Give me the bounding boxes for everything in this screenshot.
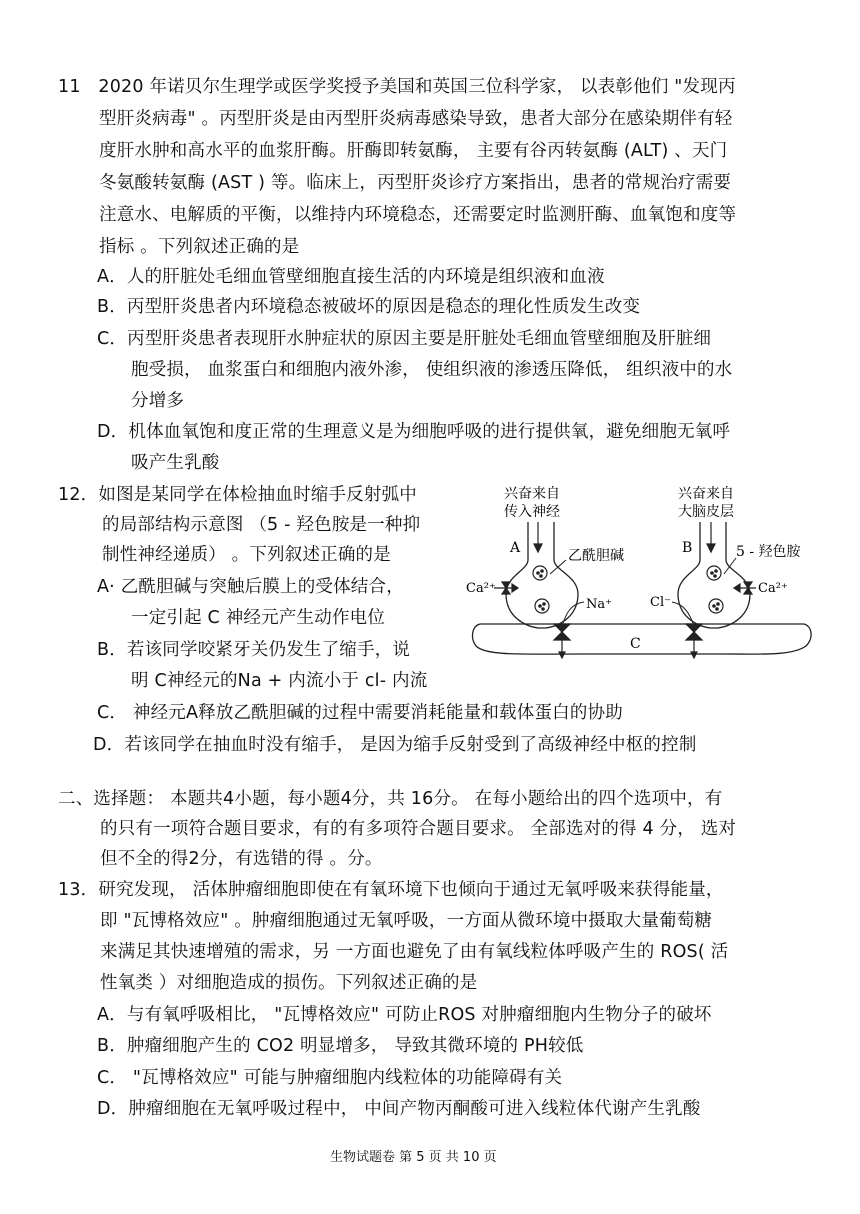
q12-stem-line-3: 制性神经递质） 。下列叙述正确的是 bbox=[102, 545, 391, 565]
q12-option-b-line-2: 明 C神经元的Na + 内流小于 cl- 内流 bbox=[131, 671, 428, 691]
label-c: C bbox=[630, 636, 641, 652]
page-footer: 生物试题卷 第 5 页 共 10 页 bbox=[330, 1150, 497, 1165]
label-b: B bbox=[682, 540, 693, 556]
right-input-arrow bbox=[707, 522, 715, 552]
receptor-left-icon bbox=[554, 624, 570, 658]
q11-stem-line-1: 11 2020 年诺贝尔生理学或医学奖授予美国和英国三位科学家， 以表彰他们 "发现丙 bbox=[58, 77, 736, 97]
receptor-right-icon bbox=[686, 624, 702, 658]
q12-option-d: D．若该同学在抽血时没有缩手， 是因为缩手反射受到了高级神经中枢的控制 bbox=[93, 735, 697, 755]
q11-stem-line-6: 指标 。下列叙述正确的是 bbox=[99, 237, 300, 257]
q13-option-a: A．与有氧呼吸相比， "瓦博格效应" 可防止ROS 对肿瘤细胞内生物分子的破坏 bbox=[97, 1005, 712, 1025]
q13-stem-line-3: 来满足其快速增殖的需求，另 一方面也避免了由有氧线粒体呼吸产生的 ROS( 活 bbox=[100, 942, 729, 962]
vesicles-left bbox=[533, 566, 549, 613]
ca-right-label: Ca²⁺ bbox=[758, 581, 788, 596]
na-pointer bbox=[562, 602, 584, 626]
q11-option-d-line-2: 吸产生乳酸 bbox=[131, 453, 220, 473]
serotonin-label: 5 - 羟色胺 bbox=[736, 544, 801, 560]
q12-option-a-line-2: 一定引起 C 神经元产生动作电位 bbox=[131, 608, 386, 628]
q11-stem-line-2: 型肝炎病毒" 。丙型肝炎是由丙型肝炎病毒感染导致，患者大部分在感染期伴有轻 bbox=[99, 109, 733, 129]
left-source-line-2: 传入神经 bbox=[504, 504, 560, 520]
label-a: A bbox=[510, 540, 521, 556]
section-2-line-2: 的只有一项符合题目要求，有的有多项符合题目要求。 全部选对的得 4 分， 选对 bbox=[100, 819, 737, 839]
q11-option-d-line-1: D．机体血氧饱和度正常的生理意义是为细胞呼吸的进行提供氧，避免细胞无氧呼 bbox=[97, 422, 731, 442]
q12-option-b-line-1: B．若该同学咬紧牙关仍发生了缩手，说 bbox=[97, 640, 411, 660]
q13-option-d: D．肿瘤细胞在无氧呼吸过程中， 中间产物丙酮酸可进入线粒体代谢产生乳酸 bbox=[97, 1099, 701, 1119]
synapse-diagram bbox=[462, 478, 822, 678]
right-source-line-1: 兴奋来自 bbox=[678, 486, 734, 502]
q11-stem-line-4: 冬氨酸转氨酶 (AST ) 等。临床上，丙型肝炎诊疗方案指出，患者的常规治疗需要 bbox=[99, 173, 732, 193]
q11-option-b: B．丙型肝炎患者内环境稳态被破坏的原因是稳态的理化性质发生改变 bbox=[97, 297, 641, 317]
q13-stem-line-2: 即 "瓦博格效应" 。肿瘤细胞通过无氧呼吸，一方面从微环境中摄取大量葡萄糖 bbox=[100, 911, 713, 931]
q11-option-a: A．人的肝脏处毛细血管壁细胞直接生活的内环境是组织液和血液 bbox=[97, 267, 605, 287]
cl-label: Cl⁻ bbox=[650, 595, 671, 610]
q11-option-c-line-2: 胞受损， 血浆蛋白和细胞内液外渗， 使组织液的渗透压降低， 组织液中的水 bbox=[131, 360, 733, 380]
q13-stem-line-1: 13．研究发现， 活体肿瘤细胞即使在有氧环境下也倾向于通过无氧呼吸来获得能量， bbox=[58, 880, 724, 900]
q13-option-b: B．肿瘤细胞产生的 CO2 明显增多， 导致其微环境的 PH较低 bbox=[97, 1036, 584, 1056]
section-2-line-3: 但不全的得2分，有选错的得 。分。 bbox=[100, 849, 383, 869]
q13-option-c: C． "瓦博格效应" 可能与肿瘤细胞内线粒体的功能障碍有关 bbox=[97, 1068, 563, 1088]
cl-pointer bbox=[672, 602, 694, 626]
q13-stem-line-4: 性氧类 ）对细胞造成的损伤。下列叙述正确的是 bbox=[100, 973, 478, 993]
q11-option-c-line-1: C．丙型肝炎患者表现肝水肿症状的原因主要是肝脏处毛细血管壁细胞及肝脏细 bbox=[97, 329, 712, 349]
right-source-line-2: 大脑皮层 bbox=[678, 504, 734, 520]
vesicles-right bbox=[707, 566, 723, 613]
q11-stem-line-3: 度肝水肿和高水平的血浆肝酶。肝酶即转氨酶， 主要有谷丙转氨酶 (ALT) 、天门 bbox=[99, 141, 728, 161]
ca-channel-left-icon bbox=[494, 582, 518, 594]
na-label: Na⁺ bbox=[586, 597, 612, 612]
ca-channel-right-icon bbox=[734, 582, 756, 594]
q12-option-a-line-1: A· 乙酰胆碱与突触后膜上的受体结合， bbox=[97, 577, 404, 597]
ca-left-label: Ca²⁺ bbox=[466, 581, 496, 596]
left-input-arrow bbox=[534, 522, 542, 552]
q11-option-c-line-3: 分增多 bbox=[131, 391, 185, 411]
neuron-c-membrane bbox=[473, 624, 812, 654]
q12-option-c: C． 神经元A释放乙酰胆碱的过程中需要消耗能量和载体蛋白的协助 bbox=[97, 703, 623, 723]
acetylcholine-label: 乙酰胆碱 bbox=[568, 548, 624, 564]
q12-stem-line-1: 12．如图是某同学在体检抽血时缩手反射弧中 bbox=[58, 485, 417, 505]
q12-stem-line-2: 的局部结构示意图 （5 - 羟色胺是一种抑 bbox=[102, 515, 421, 535]
q11-stem-line-5: 注意水、电解质的平衡，以维持内环境稳态，还需要定时监测肝酶、血氧饱和度等 bbox=[99, 205, 737, 225]
section-2-line-1: 二、选择题： 本题共4小题，每小题4分，共 16分。 在每小题给出的四个选项中，有 bbox=[58, 789, 723, 809]
left-source-line-1: 兴奋来自 bbox=[504, 486, 560, 502]
